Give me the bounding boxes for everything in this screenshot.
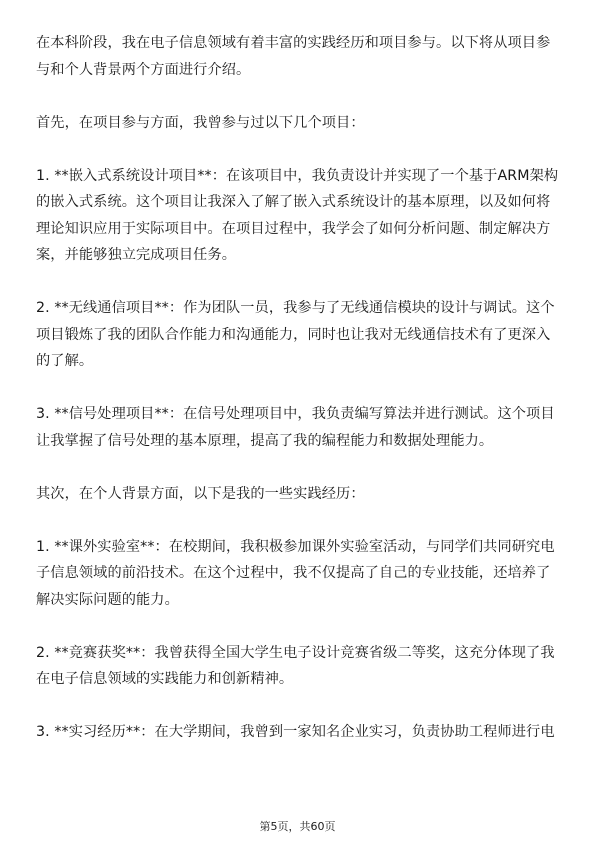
page-number-footer: 第5页，共60页: [259, 820, 336, 833]
background-item-internship: 3. **实习经历**：在大学期间，我曾到一家知名企业实习，负责协助工程师进行电: [36, 724, 555, 740]
background-item-award: 2. **竞赛获奖**：我曾获得全国大学生电子设计竞赛省级二等奖，这充分体现了我在电子信息领域的实践能力和创新精神。: [36, 644, 555, 687]
intro-paragraph: 在本科阶段，我在电子信息领域有着丰富的实践经历和项目参与。以下将从项目参与和个人背景两个方面进行介绍。: [36, 35, 551, 78]
project-item-embedded: 1. **嵌入式系统设计项目**：在该项目中，我负责设计并实现了一个基于ARM架构的嵌入式系统。这个项目让我深入了解了嵌入式系统设计的基本原理，以及如何将理论知识应用于实际项目中。在项目过程中，我学会了如何分析问题、制定解决方案，并能够独立完成项目任务。: [36, 167, 559, 263]
document-body: [36, 30, 564, 772]
project-item-signal: 3. **信号处理项目**：在信号处理项目中，我负责编写算法并进行测试。这个项目让我掌握了信号处理的基本原理，提高了我的编程能力和数据处理能力。: [36, 406, 555, 449]
projects-heading-paragraph: 首先，在项目参与方面，我曾参与过以下几个项目：: [36, 114, 365, 131]
background-item-lab: 1. **课外实验室**：在校期间，我积极参加课外实验室活动，与同学们共同研究电子信息领域的前沿技术。在这个过程中，我不仅提高了自己的专业技能，还培养了解决实际问题的能力。: [36, 538, 555, 608]
project-item-wireless: 2. **无线通信项目**：作为团队一员，我参与了无线通信模块的设计与调试。这个项目锻炼了我的团队合作能力和沟通能力，同时也让我对无线通信技术有了更深入的了解。: [36, 300, 555, 369]
background-heading-paragraph: 其次，在个人背景方面，以下是我的一些实践经历：: [36, 485, 365, 502]
